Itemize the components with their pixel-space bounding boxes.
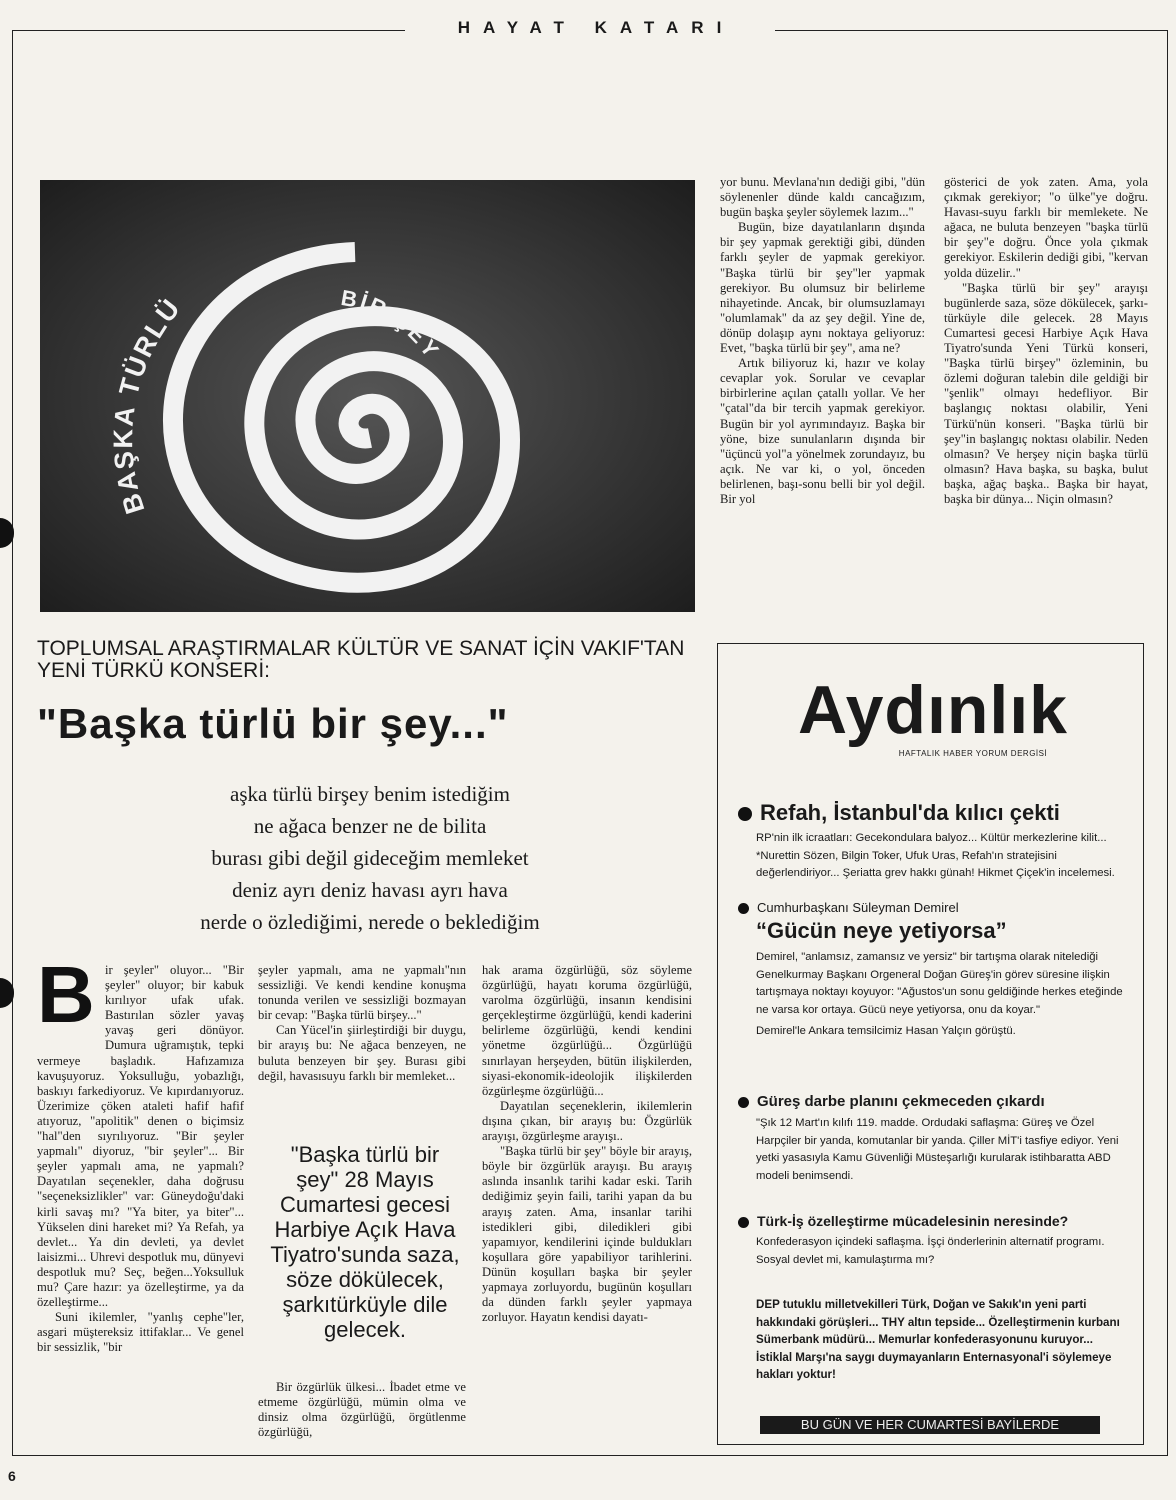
ad-item-text: "Şık 12 Mart'ın kılıfı 119. madde. Ordudaki saflaşma: Güreş ve Özel Harpçiler bir yanda, komutanlar bir yanda. Çiller MİT'i tasfiye ediyor. Yeni yetki yasasıyla Kamu Güvenliği Müsteşarlığı kurularak istihbaratta ABD modeli benimsendi.: [756, 1117, 1119, 1182]
running-head: HAYAT KATARI: [405, 18, 775, 38]
poem-line: burası gibi değil gideceğim memleket: [211, 846, 529, 870]
body-column-3: [482, 963, 692, 1325]
ad-item-text: RP'nin ilk icraatları: Gecekondulara balyoz... Kültür merkezlerine kilit... *Nurettin Sözen, Bilgin Toker, Ufuk Uras, Refah'ın stratejisini değerlendiriyor... Şeriatta grev hakkı günah! Hikmet Çiçek'in incelemesi.: [756, 832, 1115, 879]
ad-item-demirel: [738, 900, 1128, 1041]
paragraph: Bugün, bize dayatılanların dışında bir şey yapmak gerektiği gibi, dünden farklı şeyler de yapmak gerekiyor. "Başka türlü bir şey"ler yapmak gerekiyor. Bu olumsuz bir belirleme nihayetinde. Ancak, bir olumsuzlamayı "olumlamak" da az şey değil. Yine de, dönüp dolaşıp aynı noktaya geliyoruz: Evet, "başka türlü bir şey", ama ne?: [720, 220, 925, 356]
article-headline: "Başka türlü bir şey...": [37, 700, 509, 747]
paragraph: Suni ikilemler, "yanlış cephe"ler, asgari müştereksiz ittifaklar... Ve genel bir sessizlik, "bir: [37, 1310, 244, 1355]
ad-item-gures: [738, 1093, 1128, 1185]
bullet-icon: [738, 1097, 749, 1108]
spiral-photo: [40, 180, 695, 612]
ad-item-dep: [738, 1296, 1128, 1384]
photo-text-line2: BİR ŞEY: [339, 284, 446, 364]
bullet-icon: [738, 807, 752, 821]
ad-footer-banner: BU GÜN VE HER CUMARTESİ BAYİLERDE: [760, 1416, 1100, 1434]
paragraph: gösterici de yok zaten. Ama, yola çıkmak gerekiyor; "o ülke"ye doğru. Havası-suyu farklı bir memlekete. Ne ağaca, ne buluta benzeyen "başka türlü bir şey"e doğru. Önce yola çıkmak gerekiyor. Eskilerin dediği gibi, "kervan yolda düzelir..": [944, 175, 1148, 280]
article-kicker: TOPLUMSAL ARAŞTIRMALAR KÜLTÜR VE SANAT İÇİN VAKIF'TAN YENİ TÜRKÜ KONSERİ:: [37, 637, 685, 682]
drop-cap: B: [37, 950, 95, 1039]
poem-line: ne ağaca benzer ne de bilita: [253, 814, 487, 838]
paragraph: ir şeyler" oluyor... "Bir şeyler" oluyor; bir kabuk kırılıyor ufak ufak. Bastırılan sözler yavaş yavaş geri dönüyor. Dumura uğramıştık, tepki vermeye başladık. Hafızamıza kavuşuyoruz. Yoksulluğu, yobazlığı, baskıyı farkediyoruz. Ve kıpırdanıyoruz. Üzerimize çöken ataleti hafif hafif atıyoruz, "apolitik" denen o biçimsiz "hal"den sıyrılıyoruz. "Bir şeyler yapmalı" diyoruz, "bir şeyler"... Bir şeyler yapmalı ama, ne yapmalı? Dayatılan seçenekler, daha doğrusu "seçeneksizlikler" var: Güneydoğu'daki kirli savaş mı? "Ya biter, ya biter"... Yükselen dini hareket mi? Ya Refah, ya devlet... Ya din devleti, ya devlet laisizmi... Uhrevi despotluk mu, dünyevi despotluk mu? Seç, beğen...Yoksulluk mu? Çare hazır: ya özelleştirme, ya da özelleştirme...: [37, 963, 244, 1310]
aydinlik-logo: Aydınlık: [798, 672, 1068, 748]
ad-item-text: Demirel, "anlamsız, zamansız ve yersiz" bir tartışma olarak nitelediği Genelkurmay Başkanı Orgeneral Doğan Güreş'in görev süresine ilişkin tartışmaya noktayı koyuyor: "Ağustos'un sonu geldiğinde herkes eteğinde ne varsa kor ortaya. Gücü neye yetiyorsa, onu da koyar.": [756, 951, 1123, 1016]
ad-item-title: Güreş darbe planını çekmeceden çıkardı: [757, 1093, 1045, 1110]
poem-line: deniz ayrı deniz havası ayrı hava: [232, 878, 508, 902]
paragraph: Bir özgürlük ülkesi... İbadet etme ve etmeme özgürlüğü, mümin olma ve dinsiz olma özgürlüğü, örgütlenme özgürlüğü,: [258, 1380, 466, 1440]
pull-quote: "Başka türlü bir şey" 28 Mayıs Cumartesi gecesi Harbiye Açık Hava Tiyatro'sunda saza, söze dökülecek, şarkıtürküyle dile gelecek.: [270, 1142, 460, 1342]
spiral-graphic: [40, 180, 695, 612]
paragraph: "Başka türlü bir şey" böyle bir arayış, böyle bir özgürlük arayışı. Bu arayış aslında insanlık tarihi kadar eski. Tarih dediğimiz şeyin faili, tarihi yapan da bu arayış zaten. Ama, insanlar tarihi istedikleri gibi, diledikleri gibi yapamıyor, kendilerini içinde buldukları koşullara göre yapabiliyor tarihlerini. Dünün koşulları başka bir şeyler yapmaya zorluyordu, bugünün koşulları da dünden farklı şeyler yapmaya zorluyor. Hayatın kendisi dayatı-: [482, 1144, 692, 1325]
bullet-icon: [738, 1217, 749, 1228]
poem-line: aşka türlü birşey benim istediğim: [230, 782, 510, 806]
paragraph: şeyler yapmalı, ama ne yapmalı"nın sessizliği. Ve kendi kendine konuşma tonunda verilen ve sessizliği bozmayan bir cevap: "Başka türlü birşey...": [258, 963, 466, 1023]
ad-item-text: Konfederasyon içindeki saflaşma. İşçi önderlerinin alternatif programı. Sosyal devlet mi, kamulaştırma mı?: [756, 1236, 1105, 1266]
poem-excerpt: [100, 778, 640, 938]
page-number: 6: [8, 1468, 16, 1484]
photo-text-line1: BAŞKA TÜRLÜ: [108, 292, 187, 518]
poem-line: nerde o özlediğimi, nerede o beklediğim: [200, 910, 540, 934]
ad-item-title: Refah, İstanbul'da kılıcı çekti: [760, 800, 1060, 825]
body-column-2-bottom: [258, 1380, 466, 1440]
paragraph: hak arama özgürlüğü, söz söyleme özgürlüğü, hayatı koruma özgürlüğü, varolma özgürlüğü, insanın kendisini gerçekleştirme özgürlüğü, kendi kaderini belirleme özgürlüğü, kendi kendini yönetme özgürlüğü... Özgürlüğü sınırlayan herşeyden, bütün ilişkilerden, siyasi-ekonomik-ideolojik ilişkilerden özgürleşme özgürlüğü...: [482, 963, 692, 1098]
ad-item-title: Türk-İş özelleştirme mücadelesinin neresinde?: [757, 1213, 1069, 1229]
paragraph: yor bunu. Mevlana'nın dediği gibi, "dün söylenenler dünde kaldı cancağızım, bugün başka şeyler söylemek lazım...": [720, 175, 925, 220]
ad-item-pre: Cumhurbaşkanı Süleyman Demirel: [757, 900, 959, 915]
body-column-1: [37, 950, 244, 1355]
bullet-icon: [738, 903, 749, 914]
body-column-2-top: [258, 963, 466, 1084]
paragraph: Artık biliyoruz ki, hazır ve kolay cevaplar yok. Sorular ve cevaplar birbirlerine açılan çatallı yollar. Ve her "çatal"da bir tercih yapmak gerekiyor. Bugün bir yol ayrımındayız. Başka bir yöne, bize sunulanların dışında bir "üçüncü yol"a yönelmek zorundayız, bu açık. Ne var ki, o yol, önceden belirlenen, başı-sonu belli bir yol değil. Bir yol: [720, 356, 925, 506]
paragraph: "Başka türlü bir şey" arayışı bugünlerde saza, söze dökülecek, şarkı-türküyle dile gelecek. 28 Mayıs Cumartesi gecesi Harbiye Açık Hava Tiyatro'sunda Yeni Türkü konseri, "Başka türlü birşey" özleminin, bu özlemi doğuran talebin dile geldiği bir "şenlik" olmayı hedefliyor. Bir başlangıç noktası olabilir, Yeni Türkü'nün konseri. "Başka türlü bir şey"in başlangıç noktası olabilir. Neden olmasın? Ve herşey niçin başka türlü olmasın? Hava başka, su başka, bulut başka, ağaç başka.. Başka bir hayat, başka bir dünya... Niçin olmasın?: [944, 280, 1148, 506]
paragraph: Dayatılan seçeneklerin, ikilemlerin dışına çıkan, bir arayış bu: Özgürlük arayışı, özgürleşme arayışı..: [482, 1098, 692, 1144]
ad-item-title: “Gücün neye yetiyorsa”: [756, 918, 1007, 943]
top-right-column-2: [944, 175, 1148, 507]
ad-item-turkis: [738, 1212, 1128, 1269]
drop-cap-spacer: [37, 950, 105, 1039]
ad-item-note: Demirel'le Ankara temsilcimiz Hasan Yalçın görüştü.: [756, 1025, 1016, 1037]
aydinlik-advertisement: [717, 643, 1144, 1445]
aydinlik-tagline: HAFTALIK HABER YORUM DERGİSİ: [898, 749, 1048, 758]
top-right-column-1: [720, 175, 925, 507]
ad-item-text: DEP tutuklu milletvekilleri Türk, Doğan ve Sakık'ın yeni parti hakkındaki görüşleri... THY altın tepside... Özelleştirmenin kurbanı Sümerbank müdürü... Memurlar konfederasyonunu kuruyor... İstiklal Marşı'na saygı duymayanların Enternasyonal'i söylemeye hakları yoktur!: [756, 1298, 1120, 1381]
ad-item-refah: [738, 800, 1128, 883]
paragraph: Can Yücel'in şiirleştirdiği bir duygu, bir arayış bu: Ne ağaca benzeyen, ne buluta benzeyen bir şey. Burası gibi değil, havasısuyu farklı bir memleket...: [258, 1023, 466, 1083]
